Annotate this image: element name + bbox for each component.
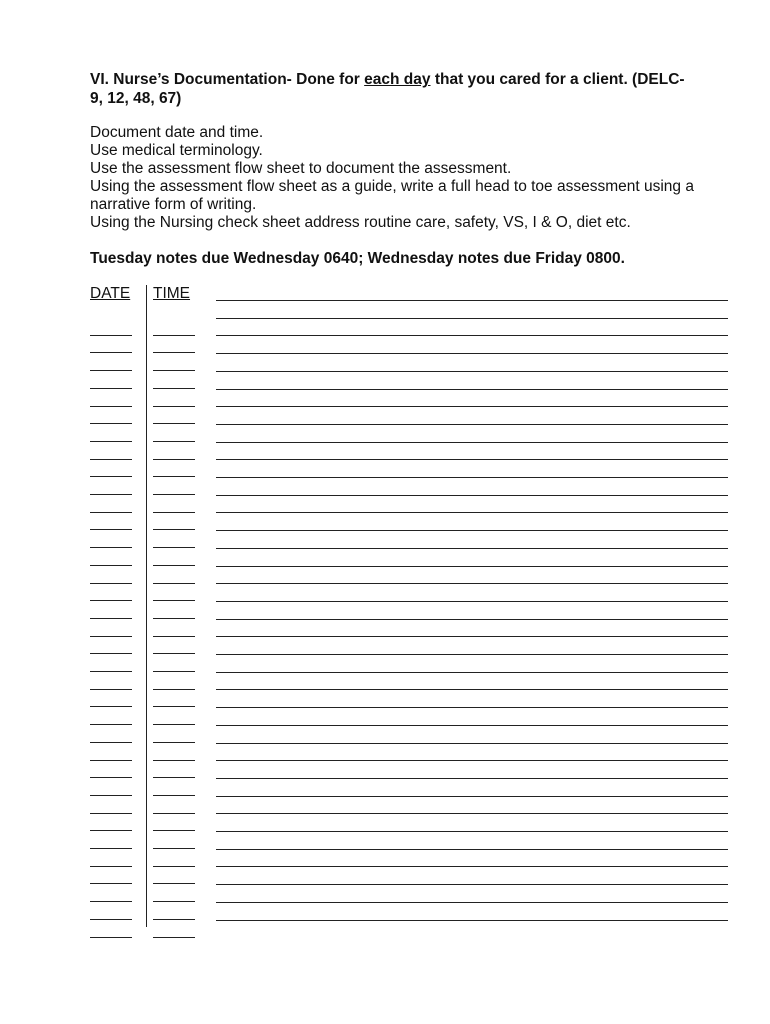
note-entry-line[interactable] <box>216 530 728 531</box>
time-entry-line[interactable] <box>153 512 195 513</box>
time-entry-line[interactable] <box>153 476 195 477</box>
note-entry-line[interactable] <box>216 920 728 921</box>
time-entry-line[interactable] <box>153 547 195 548</box>
note-entry-line[interactable] <box>216 707 728 708</box>
heading-prefix: VI. Nurse’s Documentation- Done for <box>90 71 365 88</box>
note-entry-line[interactable] <box>216 689 728 690</box>
note-entry-line[interactable] <box>216 796 728 797</box>
note-entry-line[interactable] <box>216 300 728 301</box>
note-entry-line[interactable] <box>216 459 728 460</box>
date-entry-line[interactable] <box>90 335 132 336</box>
time-column-header: TIME <box>153 285 191 302</box>
date-entry-line[interactable] <box>90 583 132 584</box>
note-entry-line[interactable] <box>216 389 728 390</box>
note-entry-line[interactable] <box>216 318 728 319</box>
date-entry-line[interactable] <box>90 919 132 920</box>
heading-underlined-text: each day <box>364 71 431 88</box>
time-entry-line[interactable] <box>153 760 195 761</box>
time-entry-line[interactable] <box>153 388 195 389</box>
date-entry-line[interactable] <box>90 706 132 707</box>
date-entry-line[interactable] <box>90 406 132 407</box>
time-entry-line[interactable] <box>153 777 195 778</box>
note-entry-line[interactable] <box>216 672 728 673</box>
date-entry-line[interactable] <box>90 388 132 389</box>
time-entry-line[interactable] <box>153 459 195 460</box>
time-entry-line[interactable] <box>153 494 195 495</box>
time-entry-line[interactable] <box>153 565 195 566</box>
note-entry-line[interactable] <box>216 406 728 407</box>
date-entry-line[interactable] <box>90 724 132 725</box>
date-entry-line[interactable] <box>90 883 132 884</box>
time-entry-line[interactable] <box>153 795 195 796</box>
note-entry-line[interactable] <box>216 619 728 620</box>
note-entry-line[interactable] <box>216 495 728 496</box>
time-entry-line[interactable] <box>153 406 195 407</box>
note-entry-line[interactable] <box>216 477 728 478</box>
note-entry-line[interactable] <box>216 902 728 903</box>
date-entry-line[interactable] <box>90 352 132 353</box>
date-entry-line[interactable] <box>90 494 132 495</box>
note-entry-line[interactable] <box>216 636 728 637</box>
note-entry-line[interactable] <box>216 884 728 885</box>
instruction-item: Using the Nursing check sheet address routine care, safety, VS, I & O, diet etc. <box>90 214 631 231</box>
note-entry-line[interactable] <box>216 778 728 779</box>
date-entry-line[interactable] <box>90 866 132 867</box>
note-entry-line[interactable] <box>216 566 728 567</box>
note-entry-line[interactable] <box>216 813 728 814</box>
date-entry-line[interactable] <box>90 600 132 601</box>
time-entry-line[interactable] <box>153 653 195 654</box>
date-entry-line[interactable] <box>90 459 132 460</box>
column-divider <box>146 285 147 927</box>
date-entry-line[interactable] <box>90 830 132 831</box>
time-entry-line[interactable] <box>153 883 195 884</box>
time-entry-line[interactable] <box>153 813 195 814</box>
time-entry-line[interactable] <box>153 901 195 902</box>
note-entry-line[interactable] <box>216 849 728 850</box>
due-date-note: Tuesday notes due Wednesday 0640; Wednesday notes due Friday 0800. <box>90 250 625 267</box>
date-entry-line[interactable] <box>90 618 132 619</box>
date-column-header: DATE <box>90 285 131 302</box>
time-entry-line[interactable] <box>153 600 195 601</box>
note-entry-line[interactable] <box>216 548 728 549</box>
instruction-item: Document date and time. <box>90 124 264 141</box>
date-entry-line[interactable] <box>90 423 132 424</box>
time-entry-line[interactable] <box>153 706 195 707</box>
time-entry-line[interactable] <box>153 937 195 938</box>
time-entry-line[interactable] <box>153 724 195 725</box>
heading-suffix: that you cared for a client. (DELC-9, 12, 48, 67) <box>90 71 685 107</box>
note-entry-line[interactable] <box>216 866 728 867</box>
time-entry-line[interactable] <box>153 441 195 442</box>
date-entry-line[interactable] <box>90 813 132 814</box>
instructions-list <box>90 124 700 232</box>
time-entry-line[interactable] <box>153 618 195 619</box>
time-entry-line[interactable] <box>153 671 195 672</box>
note-entry-line[interactable] <box>216 601 728 602</box>
time-entry-line[interactable] <box>153 423 195 424</box>
date-entry-line[interactable] <box>90 370 132 371</box>
date-entry-line[interactable] <box>90 901 132 902</box>
time-entry-line[interactable] <box>153 848 195 849</box>
note-entry-line[interactable] <box>216 743 728 744</box>
time-entry-line[interactable] <box>153 335 195 336</box>
date-entry-line[interactable] <box>90 848 132 849</box>
date-entry-line[interactable] <box>90 777 132 778</box>
date-entry-line[interactable] <box>90 795 132 796</box>
note-entry-line[interactable] <box>216 424 728 425</box>
time-entry-line[interactable] <box>153 529 195 530</box>
note-entry-line[interactable] <box>216 654 728 655</box>
time-entry-line[interactable] <box>153 352 195 353</box>
section-heading <box>90 70 690 108</box>
note-entry-line[interactable] <box>216 353 728 354</box>
time-entry-line[interactable] <box>153 636 195 637</box>
date-entry-line[interactable] <box>90 547 132 548</box>
note-entry-line[interactable] <box>216 583 728 584</box>
date-entry-line[interactable] <box>90 565 132 566</box>
date-entry-line[interactable] <box>90 636 132 637</box>
time-entry-line[interactable] <box>153 689 195 690</box>
date-entry-line[interactable] <box>90 529 132 530</box>
date-entry-line[interactable] <box>90 476 132 477</box>
date-entry-line[interactable] <box>90 760 132 761</box>
note-entry-line[interactable] <box>216 512 728 513</box>
note-entry-line[interactable] <box>216 725 728 726</box>
date-entry-line[interactable] <box>90 937 132 938</box>
instruction-item: Use the assessment flow sheet to document the assessment. <box>90 160 512 177</box>
date-entry-line[interactable] <box>90 512 132 513</box>
note-entry-line[interactable] <box>216 442 728 443</box>
note-entry-line[interactable] <box>216 371 728 372</box>
note-entry-line[interactable] <box>216 831 728 832</box>
time-entry-line[interactable] <box>153 370 195 371</box>
date-entry-line[interactable] <box>90 742 132 743</box>
time-entry-line[interactable] <box>153 866 195 867</box>
date-entry-line[interactable] <box>90 671 132 672</box>
instruction-item: Use medical terminology. <box>90 142 263 159</box>
time-entry-line[interactable] <box>153 919 195 920</box>
date-entry-line[interactable] <box>90 689 132 690</box>
note-entry-line[interactable] <box>216 335 728 336</box>
time-entry-line[interactable] <box>153 583 195 584</box>
date-entry-line[interactable] <box>90 653 132 654</box>
note-entry-line[interactable] <box>216 760 728 761</box>
date-entry-line[interactable] <box>90 441 132 442</box>
time-entry-line[interactable] <box>153 742 195 743</box>
instruction-item: Using the assessment flow sheet as a guide, write a full head to toe assessment using a narrative form of writing. <box>90 178 694 213</box>
time-entry-line[interactable] <box>153 830 195 831</box>
